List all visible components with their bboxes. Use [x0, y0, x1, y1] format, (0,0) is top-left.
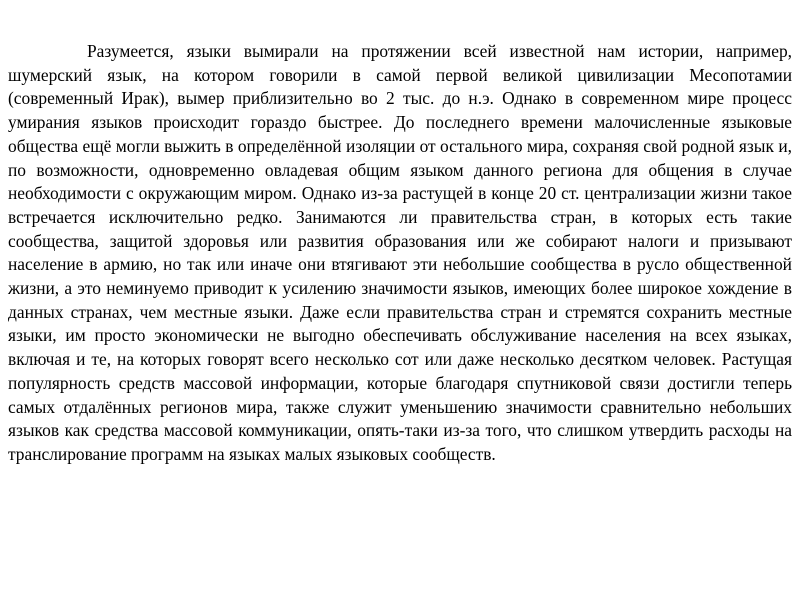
body-paragraph: Разумеется, языки вымирали на протяжении всей известной нам истории, например, шумерский язык, на котором говорили в самой первой великой цивилизации Месопотамии (современный Ирак), вымер приблизительно во 2 тыс. до н.э. Однако в современном мире процесс умирания языков происходит гораздо быстрее. До последнего времени малочисленные языковые общества ещё могли выжить в определённой изоляции от остального мира, сохраняя свой родной язык и, по возможности, одновременно овладевая общим языком данного региона для общения в случае необходимости с окружающим миром. Однако из-за растущей в конце 20 ст. централизации жизни такое встречается исключительно редко. Занимаются ли правительства стран, в которых есть такие сообщества, защитой здоровья или развития образования или же собирают налоги и призывают население в армию, но так или иначе они втягивают эти небольшие сообщества в русло общественной жизни, а это неминуемо приводит к усилению значимости языков, имеющих более широкое хождение в данных странах, чем местные языки. Даже если правительства стран и стремятся сохранить местные языки, им просто экономически не выгодно обеспечивать обслуживание населения на всех языках, включая и те, на которых говорят всего несколько сот или даже несколько десятком человек. Растущая популярность средств массовой информации, которые благодаря спутниковой связи достигли теперь самых отдалённых регионов мира, также служит уменьшению значимости сравнительно небольших языков как средства массовой коммуникации, опять-таки из-за того, что слишком утвердить расходы на транслирование программ на языках малых языковых сообществ.	[8, 41, 792, 464]
document-page	[8, 40, 792, 467]
